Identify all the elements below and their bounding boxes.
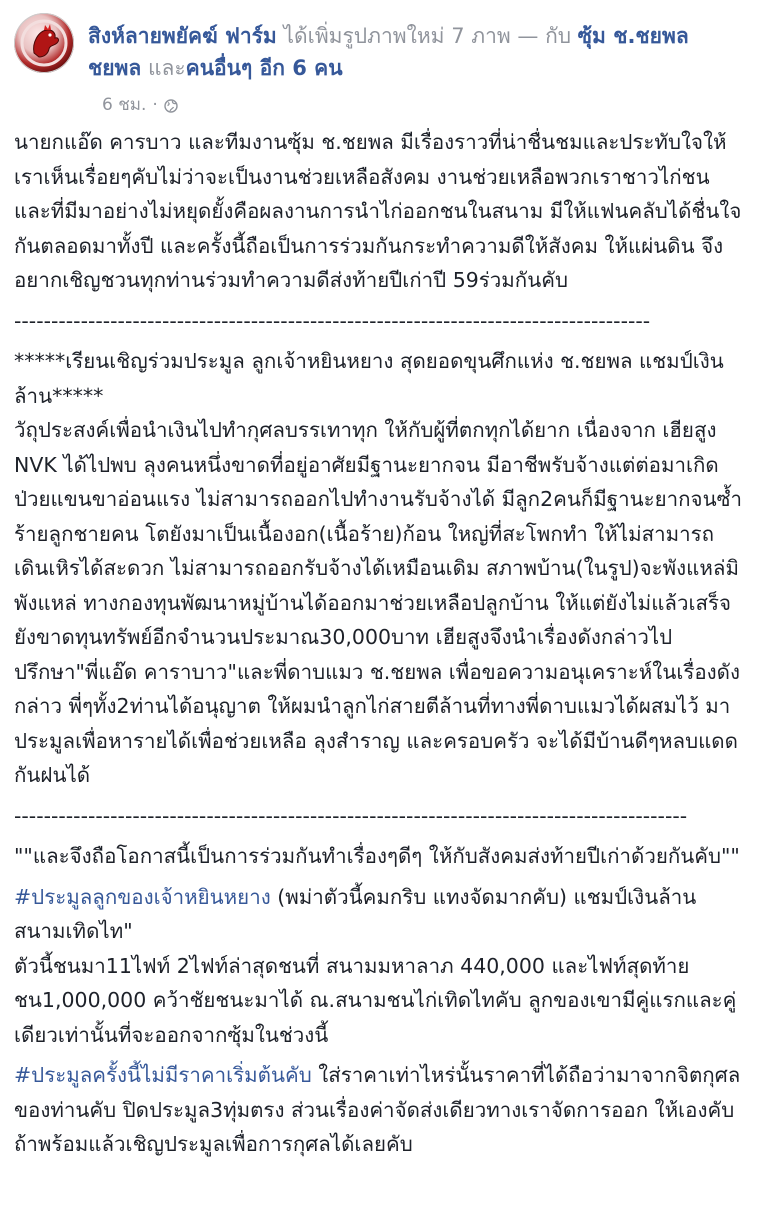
timestamp-link[interactable]: 6 ชม. — [102, 95, 147, 115]
page-name-link[interactable]: สิงห์ลายพยัคฆ์ ฟาร์ม — [88, 24, 277, 48]
post-body — [14, 125, 744, 1162]
post-paragraph-intro: นายกแอ๊ด คารบาว และทีมงานซุ้ม ช.ชยพล มีเรื่องราวที่น่าชื่นชมและประทับใจให้เราเห็นเรื่อยๆคับไม่ว่าจะเป็นงานช่วยเหลือสังคม งานช่วยเหลือพวกเราชาวไก่ชน และที่มีมาอย่างไม่หยุดยั้งคือผลงานการนำไก่ออกชนในสนาม มีให้แฟนคลับได้ชื่นใจกันตลอดมาทั้งปี และครั้งนี้ถือเป็นการร่วมกันกระทำความดีให้สังคม ให้แผ่นดิน จึงอยากเชิญชวนทุกท่านร่วมทำความดีส่งท้ายปีเก่าปี 59ร่วมกันคับ — [14, 130, 742, 292]
page-avatar[interactable] — [14, 13, 74, 73]
post-paragraph-purpose: วัถุประสงค์เพื่อนำเงินไปทำกุศลบรรเทาทุก ให้กับผู้ที่ตกทุกได้ยาก เนื่องจาก เฮียสูง NVK ได้ไปพบ ลุงคนหนึ่งขาดที่อยู่อาศัยมีฐานะยากจน มีอาชีพรับจ้างแต่ต่อมาเกิดป่วยแขนขาอ่อนแรง ไม่สามารถออกไปทำงานรับจ้างได้ มีลูก2คนก็มีฐานะยากจนซ้ำร้ายลูกชายคน โตยังมาเป็นเนื้องอก(เนื้อร้าย)ก้อน ใหญ่ที่สะโพกทำ ให้ไม่สามารถเดินเหิรได้สะดวก ไม่สามารถออกรับจ้างได้เหมือนเดิม สภาพบ้าน(ในรูป)จะพังแหล่มิพังแหล่ ทางกองทุนพัฒนาหมู่บ้านได้ออกมาช่วยเหลือปลูกบ้าน ให้แต่ยังไม่แล้วเสร็จยังขาดทุนทรัพย์อีกจำนวนประมาณ30,000บาท เฮียสูงจึงนำเรื่องดังกล่าวไปปรึกษา"พี่แอ๊ด คาราบาว"และพี่ดาบแมว ช.ชยพล เพื่อขอความอนุเคราะห์ในเรื่องดังกล่าว พี่ๆทั้ง2ท่านได้อนุญาต ให้ผมนำลูกไก่สายตีล้านที่ทางพี่ดาบแมวได้ผสมไว้ มาประมูลเพื่อหารายได้เพื่อช่วยเหลือ ลุงสำราญ และครอบครัว จะได้มีบ้านดีๆหลบแดดกันฝนได้ — [14, 418, 743, 787]
post-paragraph-auction — [14, 880, 744, 949]
post-paragraph-price — [14, 1058, 744, 1162]
post-paragraph-invite: *****เรียนเชิญร่วมประมูล ลูกเจ้าหยินหยาง สุดยอดขุนศึกแห่ง ช.ชยพล แชมป์เงินล้าน***** — [14, 349, 724, 408]
post-meta — [102, 91, 178, 118]
tagged-user-link[interactable]: ซุ้ม ช.ชยพล ชยพล — [88, 24, 689, 80]
globe-icon[interactable] — [164, 98, 178, 112]
and-text: และ — [141, 56, 186, 80]
others-link[interactable]: คนอื่นๆ อีก 6 คน — [185, 56, 343, 80]
post-action-text: ได้เพิ่มรูปภาพใหม่ 7 ภาพ — กับ — [276, 24, 578, 48]
auction-text: (พม่าตัวนี้คมกริบ แทงจัดมากคับ) แชมป์เงินล้าน สนามเทิดไท" — [14, 884, 697, 943]
divider-line: ------------------------------------------------------------------------------------------- — [14, 803, 688, 828]
post-paragraph-quote: ""และจึงถือโอกาสนี้เป็นการร่วมกันทำเรื่องๆดีๆ ให้กับสังคมส่งท้ายปีเก่าด้วยกันคับ"" — [14, 844, 740, 868]
price-text: ใส่ราคาเท่าไหร่นั้นราคาที่ได้ถือว่ามาจากจิตกุศลของท่านคับ ปิดประมูล3ทุ่มตรง ส่วนเรื่องค่าจัดส่งเดียวทางเราจัดการออก ให้เองคับ ถ้าพร้อมแล้วเชิญประมูลเพื่อการกุศลได้เลยคับ — [14, 1063, 741, 1156]
divider-line: -------------------------------------------------------------------------------------- — [14, 308, 651, 333]
post-title — [88, 20, 728, 84]
hashtag-link[interactable]: #ประมูลครั้งนี้ไม่มีราคาเริ่มต้นคับ — [14, 1063, 312, 1087]
post-header — [14, 10, 744, 115]
meta-dot: · — [152, 94, 158, 115]
post-paragraph-fights: ตัวนี้ชนมา11ไฟท์ 2ไฟท์ล่าสุดชนที่ สนามมหาลาภ 440,000 และไฟท์สุดท้ายชน1,000,000 คว้าชัยชนะมาได้ ณ.สนามชนไก่เทิดไทคับ ลูกของเขามีคู่แรกและคู่เดียวเท่านั้นที่จะออกจากซุ้มในช่วงนี้ — [14, 953, 737, 1047]
hashtag-link[interactable]: #ประมูลลูกของเจ้าหยินหยาง — [14, 884, 271, 909]
rooster-logo-icon — [14, 13, 74, 73]
